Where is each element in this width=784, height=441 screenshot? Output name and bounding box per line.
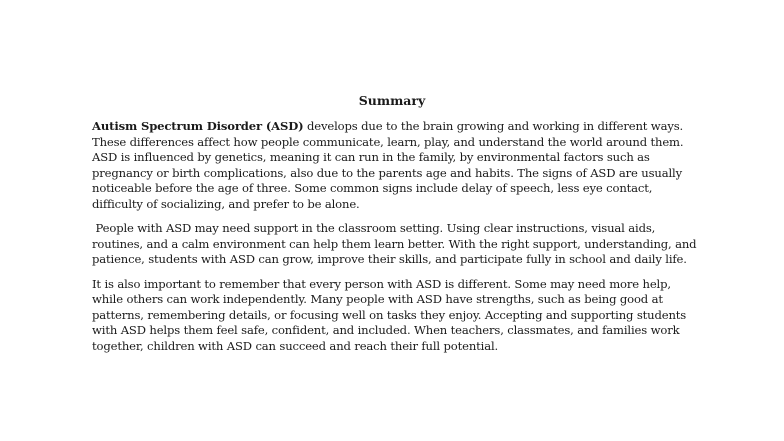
paragraph-3-line-4: with ASD helps them feel safe, confident, and included. When teachers, classmates, and families work xyxy=(92,323,680,337)
paragraph-2 xyxy=(92,221,697,268)
paragraph-1-line-5: noticeable before the age of three. Some common signs include delay of speech, less eye contact, xyxy=(92,181,653,195)
paragraph-1-line-4: pregnancy or birth complications, also due to the parents age and habits. The signs of ASD are usually xyxy=(92,165,683,180)
paragraph-3-line-2: while others can work independently. Many people with ASD have strengths, such as being good at xyxy=(92,292,663,306)
paragraph-1-line-3: ASD is influenced by genetics, meaning it can run in the family, by environmental factors such as xyxy=(92,150,650,164)
paragraph-2-line-1: People with ASD may need support in the classroom setting. Using clear instructions, visual aids, xyxy=(92,221,656,235)
paragraph-2-line-3: patience, students with ASD can grow, improve their skills, and participate fully in school and daily life. xyxy=(92,252,687,266)
paragraph-3-line-3: patterns, remembering details, or focusing well on tasks they enjoy. Accepting and supporting students xyxy=(92,307,687,322)
document-page xyxy=(92,93,697,363)
paragraph-1-line-1-rest: develops due to the brain growing and working in different ways. xyxy=(303,119,684,133)
paragraph-3 xyxy=(92,277,692,355)
paragraph-2-line-2: routines, and a calm environment can help them learn better. With the right support, understanding, and xyxy=(92,236,697,251)
paragraph-3-line-5: together, children with ASD can succeed and reach their full potential. xyxy=(92,338,499,353)
paragraph-1-line-2: These differences affect how people communicate, learn, play, and understand the world around them. xyxy=(92,134,684,149)
paragraph-1 xyxy=(92,119,692,212)
asd-bold-term: Autism Spectrum Disorder (ASD) xyxy=(92,119,304,133)
paragraph-1-line-6: difficulty of socializing, and prefer to be alone. xyxy=(92,196,360,211)
paragraph-3-line-1: It is also important to remember that every person with ASD is different. Some may need more help, xyxy=(92,276,671,291)
paragraph-1-line-1 xyxy=(92,119,692,135)
document-title: Summary xyxy=(358,93,426,108)
